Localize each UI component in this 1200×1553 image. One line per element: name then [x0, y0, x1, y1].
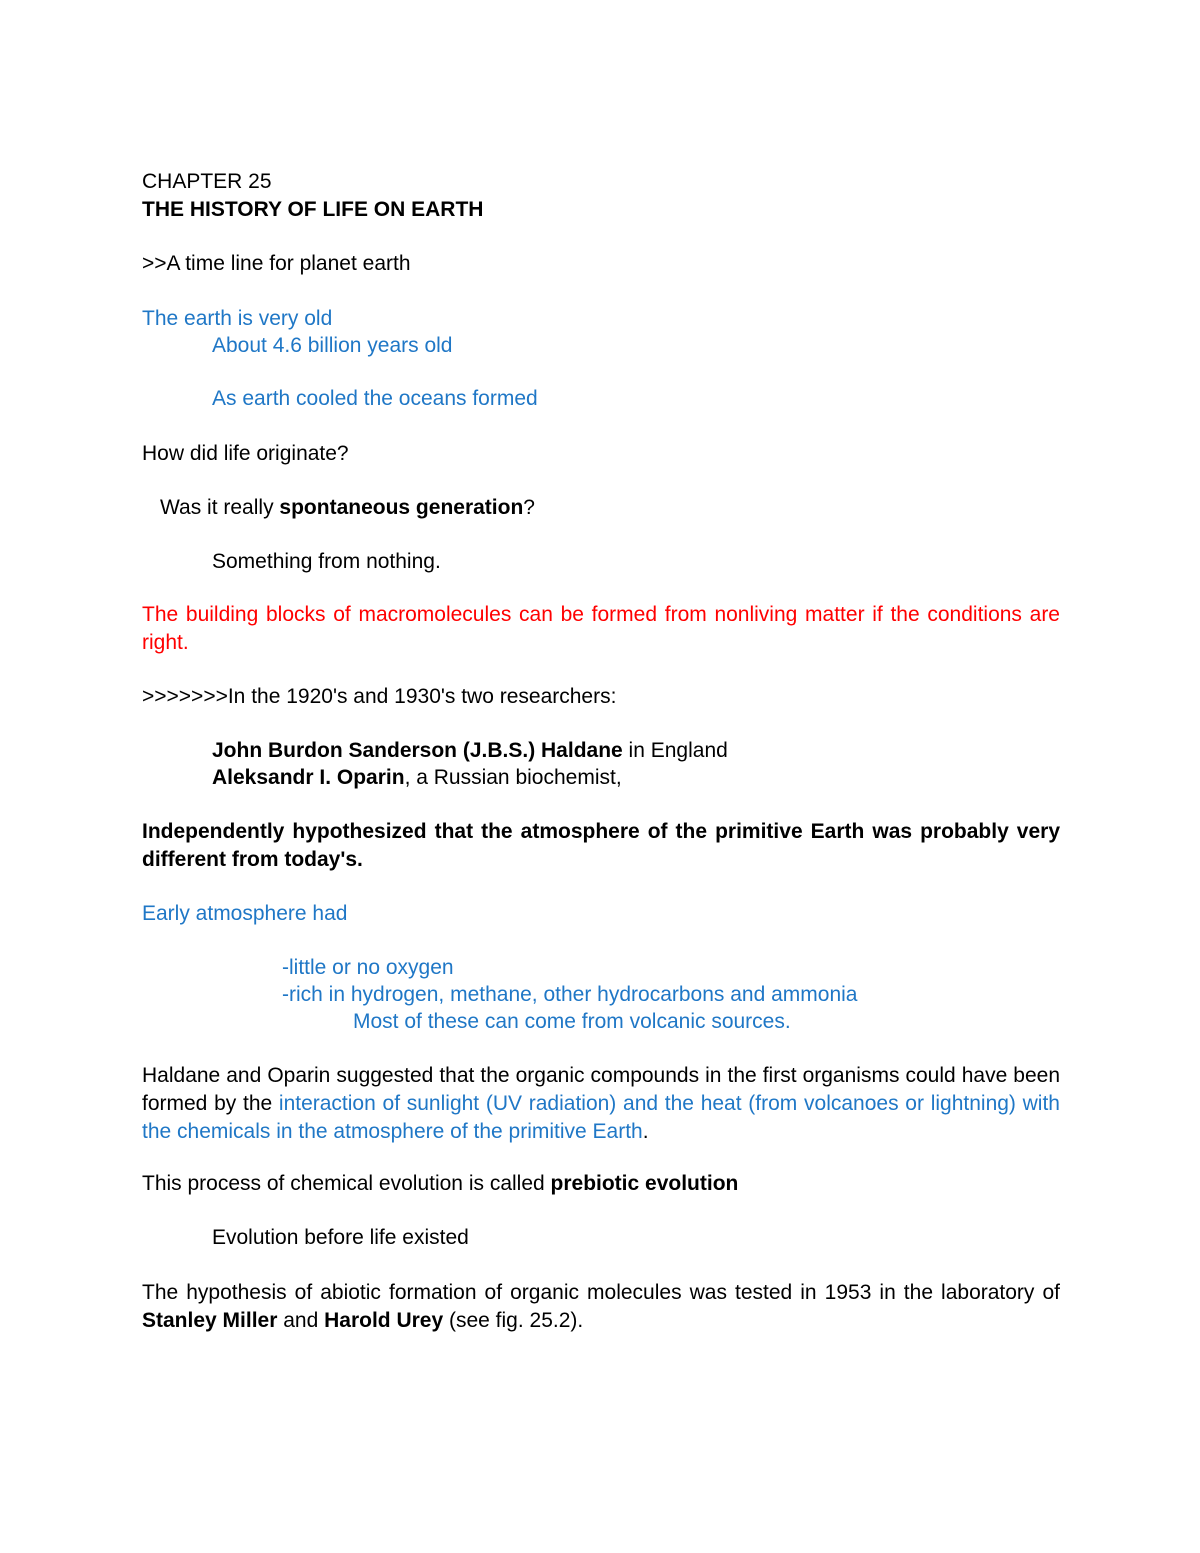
- little-oxygen-item: -little or no oxygen: [282, 956, 454, 979]
- suggestion-highlight: interaction of sunlight (UV radiation) and the heat (from volcanoes or lightning) with the chemicals in the atmosphere of the primitive Earth: [142, 1092, 1060, 1143]
- chapter-label: CHAPTER 25: [142, 170, 272, 193]
- oparin-description: , a Russian biochemist,: [404, 766, 622, 789]
- miller-and: and: [277, 1309, 325, 1332]
- miller-suffix: (see fig. 25.2).: [443, 1309, 584, 1332]
- haldane-location: in England: [622, 739, 728, 762]
- spont-suffix: ?: [523, 496, 535, 519]
- miller-urey-paragraph: [142, 1279, 1060, 1335]
- timeline-heading: >>A time line for planet earth: [142, 252, 411, 275]
- prebiotic-prefix: This process of chemical evolution is called: [142, 1172, 551, 1195]
- prebiotic-term: prebiotic evolution: [550, 1172, 739, 1195]
- spontaneous-generation-question: [160, 494, 535, 522]
- oparin-line: [212, 764, 622, 792]
- miller-name: Stanley Miller: [142, 1309, 278, 1332]
- early-atmosphere-text: Early atmosphere had: [142, 902, 348, 925]
- oparin-name: Aleksandr I. Oparin: [212, 766, 405, 789]
- building-blocks-paragraph: The building blocks of macromolecules can be formed from nonliving matter if the conditions are right.: [142, 603, 1060, 654]
- spont-term: spontaneous generation: [279, 496, 524, 519]
- oceans-formed-text: As earth cooled the oceans formed: [212, 387, 538, 410]
- researchers-intro: >>>>>>>In the 1920's and 1930's two researchers:: [142, 685, 617, 708]
- haldane-line: [212, 737, 728, 765]
- something-from-nothing: Something from nothing.: [212, 550, 441, 573]
- evolution-before-life: Evolution before life existed: [212, 1226, 469, 1249]
- volcanic-sources-text: Most of these can come from volcanic sources.: [353, 1010, 791, 1033]
- suggestion-paragraph: [142, 1062, 1060, 1146]
- suggestion-prefix: Haldane and Oparin suggested that the organic compounds in the first organisms could have been formed by the: [142, 1064, 1060, 1115]
- haldane-name: John Burdon Sanderson (J.B.S.) Haldane: [212, 739, 623, 762]
- rich-hydrogen-item: -rich in hydrogen, methane, other hydrocarbons and ammonia: [282, 983, 858, 1006]
- suggestion-suffix: .: [642, 1120, 649, 1143]
- life-question: How did life originate?: [142, 442, 349, 465]
- hypothesis-paragraph: Independently hypothesized that the atmosphere of the primitive Earth was probably very different from today's.: [142, 820, 1060, 871]
- earth-age-text: About 4.6 billion years old: [212, 334, 453, 357]
- prebiotic-line: [142, 1170, 738, 1198]
- earth-old-text: The earth is very old: [142, 307, 333, 330]
- spont-prefix: Was it really: [160, 496, 280, 519]
- urey-name: Harold Urey: [324, 1309, 444, 1332]
- chapter-title: THE HISTORY OF LIFE ON EARTH: [142, 198, 484, 221]
- miller-prefix: The hypothesis of abiotic formation of organic molecules was tested in 1953 in the laboratory of: [142, 1281, 1060, 1304]
